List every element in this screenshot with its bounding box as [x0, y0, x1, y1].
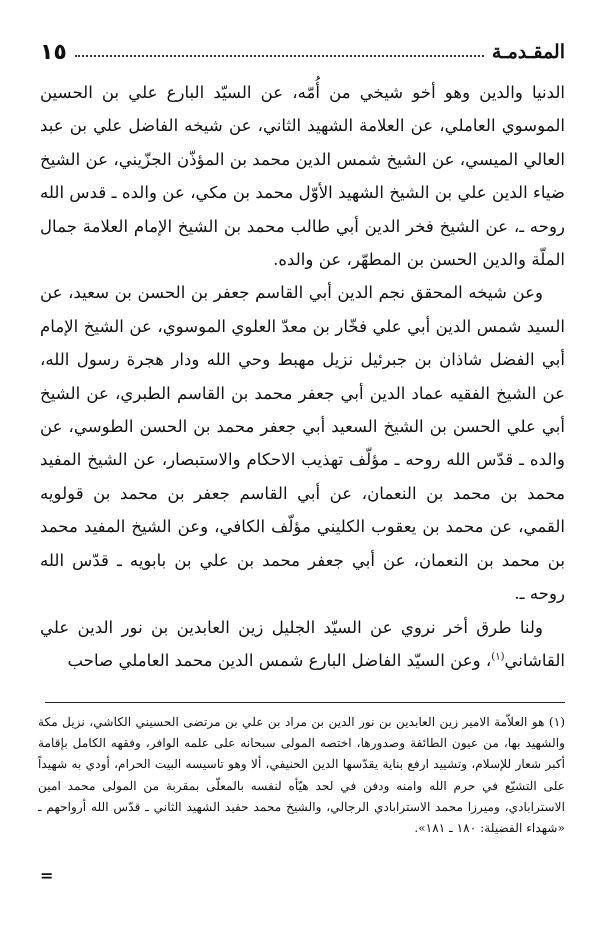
main-text [40, 76, 565, 677]
page-number: ١٥ [40, 39, 67, 65]
footnote-text: (١) هو العلاّمة الامير زين العابدين بن نور الدين بن مراد بن علي بن مرتضى الحسيني الكاشي، نزيل مكة والشهيد بها، من عيون الطائفة وصدورها، اختصه المولى سبحانه على علمه الوافر، وفقهه الكامل بإقامة أكبر شعار للإسلام، وتشييد ارفع بناية يقدّسها الدين الحنيفي، ألا وهو تاسيسه البيت الحرام، أودي به شهيداً على التشيّع في حرم الله وامنه ودفن في لحد هيّأه لنفسه بالمعلّى بمقربة من المولى محمد امين الاسترابادي، وميرزا محمد الاسترابادي الرجالي، والشيخ محمد حفيد الشهيد الثاني ـ قدّس الله أرواحهم ـ «شهداء الفضيلة: ١٨٠ ـ ١٨١». [38, 715, 565, 836]
page-header [40, 36, 565, 68]
continuation-mark: = [40, 866, 54, 885]
footnote-separator [45, 702, 565, 703]
paragraph-1: الدنيا والدين وهو أخو شيخي من أُمّه، عن السيّد البارع علي بن الحسين الموسوي العاملي، عن العلامة الشهيد الثاني، عن شيخه الفاضل علي بن عبد العالي الميسي، عن الشيخ شمس الدين محمد بن المؤذّن الجزّيني، عن الشيخ ضياء الدين علي بن الشيخ الشهيد الأوّل محمد بن مكي، عن والده ـ قدس الله روحه ـ، عن الشيخ فخر الدين أبي طالب محمد بن الشيخ الإمام العلامة جمال الملّة والدين الحسن بن المطهّر، عن والده. [40, 83, 565, 270]
paragraph-2: وعن شيخه المحقق نجم الدين أبي القاسم جعفر بن الحسن بن سعيد، عن السيد شمس الدين أبي علي فخّار بن معدّ العلوي الموسوي، عن الشيخ الإمام أبي الفضل شاذان بن جبرئيل نزيل مهبط وحي الله ودار هجرة رسول الله، عن الشيخ الفقيه عماد الدين أبي جعفر محمد بن القاسم الطبري، عن الشيخ أبي علي الحسن بن الشيخ السعيد أبي جعفر محمد بن الحسن الطوسي، عن والده ـ قدّس الله روحه ـ مؤلّف تهذيب الاحكام والاستبصار، عن الشيخ المفيد محمد بن محمد بن النعمان، عن أبي القاسم جعفر بن محمد بن قولويه القمي، عن محمد بن يعقوب الكليني مؤلّف الكافي، وعن الشيخ المفيد محمد بن محمد بن النعمان، عن أبي جعفر محمد بن علي بن بابويه ـ قدّس الله روحه ـ. [40, 283, 565, 604]
paragraph-3 [40, 611, 565, 678]
section-title: المقـدمـة [491, 41, 565, 63]
paragraph-3-text-a: ولنا طرق أخر نروي عن السيّد الجليل زين العابدين بن نور الدين علي القاشاني [40, 617, 565, 670]
footnote-marker: (١) [491, 651, 505, 663]
paragraph-3-text-b: ، وعن السيّد الفاضل البارع شمس الدين محمد العاملي صاحب [67, 650, 492, 670]
header-dotted-leader [75, 55, 484, 57]
footnote [38, 712, 565, 839]
